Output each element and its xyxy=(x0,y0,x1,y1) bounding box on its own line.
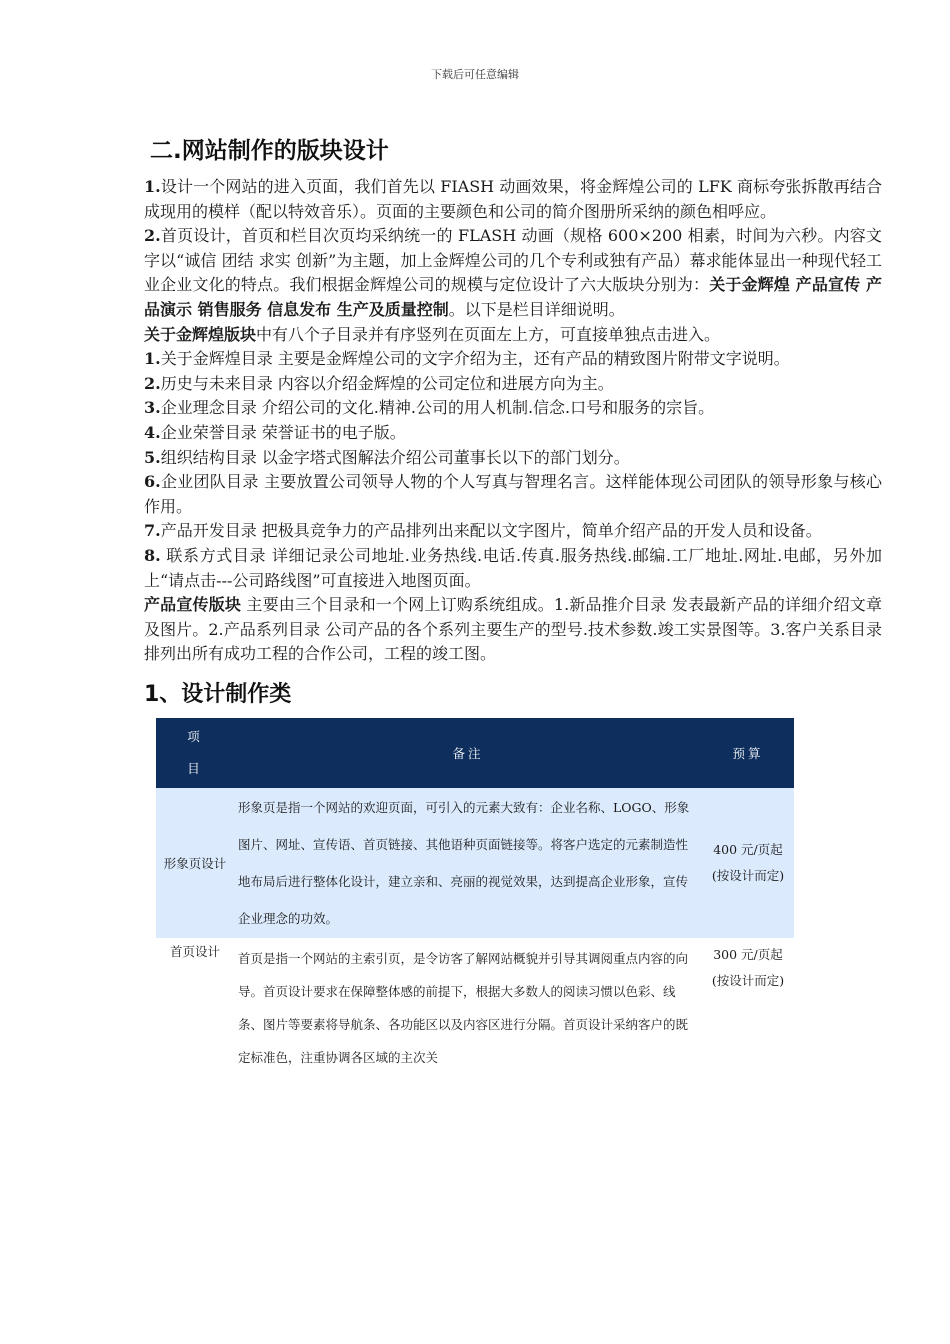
list-item xyxy=(144,544,882,593)
list-item xyxy=(144,421,882,446)
paragraph-2 xyxy=(144,224,882,322)
list-item-text: 组织结构目录 以金字塔式图解法介绍公司董事长以下的部门划分。 xyxy=(160,447,630,467)
list-item xyxy=(144,347,882,372)
row-price-remark: (按设计而定) xyxy=(711,972,785,988)
row-note: 首页是指一个网站的主索引页，是令访客了解网站概貌并引导其调阅重点内容的向导。首页设计要求在保障整体感的前提下，根据大多数人的阅读习惯以色彩、线条、图片等要素将导航条、各功能区以及内容区进行分隔。首页设计采纳客户的既定标准色，注重协调各区域的主次关 xyxy=(234,938,702,1074)
table-header-row xyxy=(156,718,794,788)
table-row xyxy=(156,938,794,1074)
header-note: 下载后可任意编辑 xyxy=(431,68,519,81)
list-item xyxy=(144,396,882,421)
list-item-text: 历史与未来目录 内容以介绍金辉煌的公司定位和进展方向为主。 xyxy=(160,373,614,393)
row-item: 首页设计 xyxy=(156,938,234,1074)
row-note: 形象页是指一个网站的欢迎页面，可引入的元素大致有：企业名称、LOGO、形象图片、网址、宣传语、首页链接、其他语种页面链接等。将客户选定的元素制造性地布局后进行整体化设计，建立亲和、亮丽的视觉效果，达到提高企业形象，宣传企业理念的功效。 xyxy=(234,788,702,938)
header-item xyxy=(156,718,234,788)
promo-section-paragraph xyxy=(144,593,882,667)
about-section-text: 中有八个子目录并有序竖列在页面左上方，可直接单独点击进入。 xyxy=(256,324,721,344)
list-item-text: 企业理念目录 介绍公司的文化.精神.公司的用人机制.信念.口号和服务的宗旨。 xyxy=(160,398,715,418)
row-price-amount: 400 元/页起 xyxy=(713,841,783,857)
list-item-number: 3. xyxy=(144,398,161,418)
list-item xyxy=(144,372,882,397)
list-item-text: 产品开发目录 把极具竞争力的产品排列出来配以文字图片，简单介绍产品的开发人员和设备。 xyxy=(160,521,822,541)
about-section-intro xyxy=(144,323,882,348)
paragraph-2-tail: 。以下是栏目详细说明。 xyxy=(448,299,625,319)
paragraph-1 xyxy=(144,175,882,224)
paragraph-2-sections: 关于金辉煌 产品宣传 产品演示 销售服务 信息发布 生产及质量控制 xyxy=(144,275,882,319)
paragraph-1-number: 1. xyxy=(144,177,161,196)
table-row xyxy=(156,788,794,938)
row-price xyxy=(702,788,794,938)
document-content xyxy=(144,132,882,1074)
list-item-number: 4. xyxy=(144,422,161,442)
list-item-text: 企业团队目录 主要放置公司领导人物的个人写真与智理名言。这样能体现公司团队的领导形象与核心作用。 xyxy=(144,472,882,516)
about-section-label: 关于金辉煌版块 xyxy=(144,324,257,344)
header-item-a: 项 xyxy=(187,728,203,744)
header-price: 预算 xyxy=(702,718,794,788)
fee-table xyxy=(156,718,794,1074)
list-item-number: 6. xyxy=(144,472,161,492)
paragraph-2-text: 首页设计，首页和栏目次页均采纳统一的 FLASH 动画（规格 600×200 相素，时间为六秒。内容文字以“诚信 团结 求实 创新”为主题，加上金辉煌公司的几个专利或独有产品）幕求能体显出一种现代轻工业企业文化的特点。我们根据金辉煌公司的规模与定位设计了六大版块分别为： xyxy=(144,226,882,295)
sub-title: 1、设计制作类 xyxy=(144,681,292,707)
list-item-number: 2. xyxy=(144,373,161,393)
paragraph-1-text: 设计一个网站的进入页面，我们首先以 FIASH 动画效果，将金辉煌公司的 LFK 商标夸张拆散再结合成现用的模样（配以特效音乐）。页面的主要颜色和公司的简介图册所采纳的颜色相呼应。 xyxy=(144,177,882,221)
list-item-number: 1. xyxy=(144,349,161,369)
list-item-number: 5. xyxy=(144,447,161,467)
header-item-b: 目 xyxy=(187,760,203,776)
list-item-number: 7. xyxy=(144,521,161,541)
list-item-text: 联系方式目录 详细记录公司地址.业务热线.电话.传真.服务热线.邮编.工厂地址.网址.电邮，另外加上“请点击---公司路线图”可直接进入地图页面。 xyxy=(144,545,882,590)
promo-section-label: 产品宣传版块 xyxy=(144,595,242,615)
list-item xyxy=(144,446,882,471)
list-item-number: 8. xyxy=(144,545,161,565)
paragraph-2-number: 2. xyxy=(144,226,161,246)
row-price xyxy=(702,938,794,1074)
row-item: 形象页设计 xyxy=(156,788,234,938)
row-price-amount: 300 元/页起 xyxy=(713,946,783,962)
row-price-remark: (按设计而定) xyxy=(711,867,785,883)
promo-section-text: 主要由三个目录和一个网上订购系统组成。1.新品推介目录 发表最新产品的详细介绍文章及图片。2.产品系列目录 公司产品的各个系列主要生产的型号.技术参数.竣工实景图等。3.客户关系目录 排列出所有成功工程的合作公司，工程的竣工图。 xyxy=(144,595,882,664)
list-item-text: 企业荣誉目录 荣誉证书的电子版。 xyxy=(160,422,406,442)
list-item xyxy=(144,519,882,544)
section-title: 二.网站制作的版块设计 xyxy=(150,138,389,164)
list-item-text: 关于金辉煌目录 主要是金辉煌公司的文字介绍为主，还有产品的精致图片附带文字说明。 xyxy=(160,349,790,369)
list-item xyxy=(144,470,882,519)
header-note-col: 备注 xyxy=(234,718,702,788)
